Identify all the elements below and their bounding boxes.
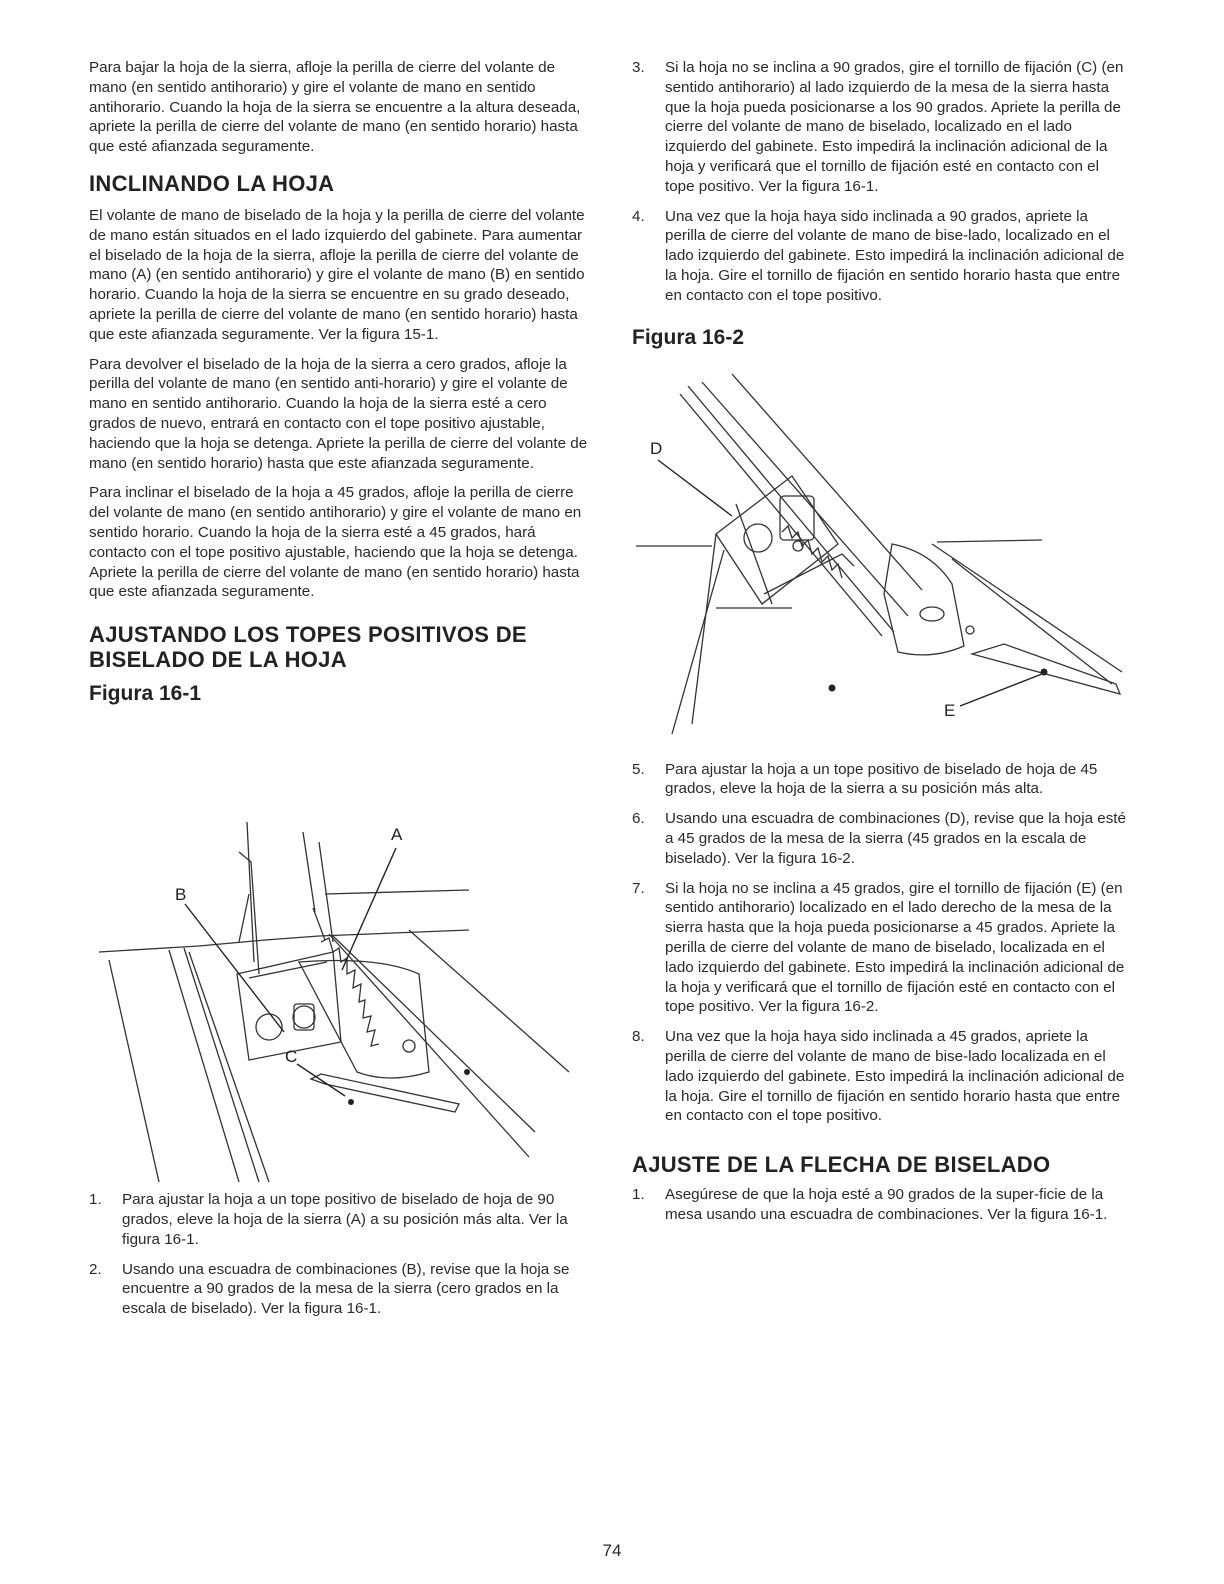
figure-16-1-title: Figura 16-1 xyxy=(89,682,202,706)
step-item xyxy=(632,879,1132,1018)
step-number: 6. xyxy=(632,810,645,828)
intro-paragraph: Para bajar la hoja de la sierra, afloje la perilla de cierre del volante de mano (en sentido antihorario) y gire el volante de mano en sentido antihorario. Cuando la hoja de la sierra se encuentre a la altura deseada, apriete la perilla de cierre del volante de mano (en sentido horario) hasta que esté afianzada seguramente. xyxy=(89,59,581,156)
heading-positive-stops-line2: BISELADO DE LA HOJA xyxy=(89,647,347,673)
figure-16-1-label-b: B xyxy=(175,885,187,905)
left-column xyxy=(89,58,589,1329)
step-item xyxy=(632,809,1132,868)
figure-16-2-title: Figura 16-2 xyxy=(632,325,745,349)
step-number: 3. xyxy=(632,59,645,76)
figure-16-1-label-c: C xyxy=(285,1047,298,1067)
step-text: Usando una escuadra de combinaciones (B), revise que la hoja se encuentre a 90 grados de la mesa de la sierra (cero grados en la escala de biselado). Ver la figura 16-1. xyxy=(122,1260,570,1318)
step-item xyxy=(89,1190,589,1249)
step-item xyxy=(632,58,1132,197)
step-number: 1. xyxy=(632,1186,645,1204)
tilt-paragraph-1: El volante de mano de biselado de la hoja y la perilla de cierre del volante de mano están situados en el lado izquierdo del gabinete. Para aumentar el biselado de la hoja de la sierra, afloje la perilla de cierre del volante de mano (A) (en sentido antihorario) y gire el volante de mano (B) en sentido horario. Cuando la hoja de la sierra se encuentre en su grado deseado, apriete la perilla de cierre del volante de mano (en sentido horario) hasta que este afianzada seguramente. Ver la figura 15-1. xyxy=(89,206,585,343)
step-number: 7. xyxy=(632,879,645,897)
step-text: Usando una escuadra de combinaciones (D), revise que la hoja esté a 45 grados de la mesa de la sierra (45 grados en la escala de biselado). Ver la figura 16-2. xyxy=(665,810,1126,867)
figure-16-2-label-d: D xyxy=(650,438,663,458)
step-text: Asegúrese de que la hoja esté a 90 grados de la super-ficie de la mesa usando una escuadra de combinaciones. Ver la figura 16-1. xyxy=(665,1186,1108,1223)
step-item xyxy=(632,760,1132,800)
heading-positive-stops xyxy=(89,622,589,672)
steps-list-right-c xyxy=(632,1185,1132,1225)
tilt-paragraph-3: Para inclinar el biselado de la hoja a 45 grados, afloje la perilla de cierre del volante de mano (en sentido antihorario) y gire el volante de mano en sentido horario. Cuando la hoja de la sierra esté a 45 grados, hará contacto con el tope positivo ajustable, haciendo que la hoja se detenga. Apriete la perilla de cierre del volante de mano (en sentido horario) hasta que este afianzada seguramente. xyxy=(89,484,582,601)
heading-positive-stops-line1: AJUSTANDO LOS TOPES POSITIVOS DE xyxy=(89,622,527,648)
heading-tilt-blade: INCLINANDO LA HOJA xyxy=(89,170,335,196)
step-number: 5. xyxy=(632,760,645,778)
step-item xyxy=(632,1185,1132,1225)
step-text: Para ajustar la hoja a un tope positivo de biselado de hoja de 45 grados, eleve la hoja de la sierra a su posición más alta. xyxy=(665,760,1098,798)
step-number: 8. xyxy=(632,1028,645,1046)
steps-list-right-a xyxy=(632,58,1132,306)
steps-list-left xyxy=(89,1190,589,1319)
step-item xyxy=(632,207,1132,306)
tilt-paragraph-2: Para devolver el biselado de la hoja de la sierra a cero grados, afloje la perilla del volante de mano (en sentido anti-horario) y gire el volante de mano en sentido antihorario. Cuando la hoja de la sierra esté a cero grados de nuevo, entrará en contacto con el tope positivo ajustable, haciendo que la hoja se detenga. Apriete la perilla de cierre del volante de mano (en sentido horario) hasta que este afianzada seguramente. xyxy=(89,355,588,472)
figure-16-1-illustration xyxy=(89,712,589,1182)
step-text: Para ajustar la hoja a un tope positivo de biselado de hoja de 90 grados, eleve la hoja de la sierra (A) a su posición más alta. Ver la figura 16-1. xyxy=(122,1191,568,1248)
step-item xyxy=(632,1027,1132,1126)
step-text: Si la hoja no se inclina a 45 grados, gire el tornillo de fijación (E) (en sentido antihorario) localizado en el lado derecho de la mesa de la sierra hasta que la hoja pueda posicionarse a 45 grados. Apriete la perilla de cierre del volante de mano de biselado, localizada en el lado izquierdo del gabinete. Esto impedirá la inclinación adicional de la hoja y verificará que el tornillo de fijación esté en contacto con el tope positivo. Ver la figura 16-2. xyxy=(665,879,1125,1016)
step-text: Una vez que la hoja haya sido inclinada a 90 grados, apriete la perilla de cierre del volante de mano de bise-lado, localizado en el lado izquierdo del gabinete. Esto impedirá la inclinación adicional de la hoja. Gire el tornillo de fijación en sentido horario hasta que entre en contacto con el tope positivo. xyxy=(665,207,1125,304)
steps-list-right-b xyxy=(632,760,1132,1127)
step-number: 2. xyxy=(89,1260,102,1278)
right-column xyxy=(632,58,1132,1235)
figure-16-2-label-e: E xyxy=(944,700,956,720)
page-number: 74 xyxy=(602,1541,622,1560)
heading-bevel-arrow: AJUSTE DE LA FLECHA DE BISELADO xyxy=(632,1152,1051,1178)
step-text: Si la hoja no se inclina a 90 grados, gire el tornillo de fijación (C) (en sentido antihorario) al lado izquierdo de la mesa de la sierra hasta que la hoja pueda posicionarse a los 90 grados. Apriete la perilla de cierre del volante de mano de biselado, localizado en el lado izquierdo del gabinete. Esto impedirá la inclinación adicional de la hoja y verificará que el tornillo de fijación esté en contacto con el tope positivo. Ver la figura 16-1. xyxy=(665,59,1124,195)
step-text: Una vez que la hoja haya sido inclinada a 45 grados, apriete la perilla de cierre del volante de mano de bise-lado localizada en el lado izquierdo del gabinete. Esto impedirá la inclinación adicional de la hoja. Gire el tornillo de fijación en sentido horario hasta que entre en contacto con el tope positivo. xyxy=(665,1028,1125,1125)
step-number: 4. xyxy=(632,207,645,225)
step-item xyxy=(89,1260,589,1319)
step-number: 1. xyxy=(89,1191,102,1209)
figure-16-1-label-a: A xyxy=(391,825,403,845)
figure-16-2-illustration xyxy=(632,354,1132,754)
